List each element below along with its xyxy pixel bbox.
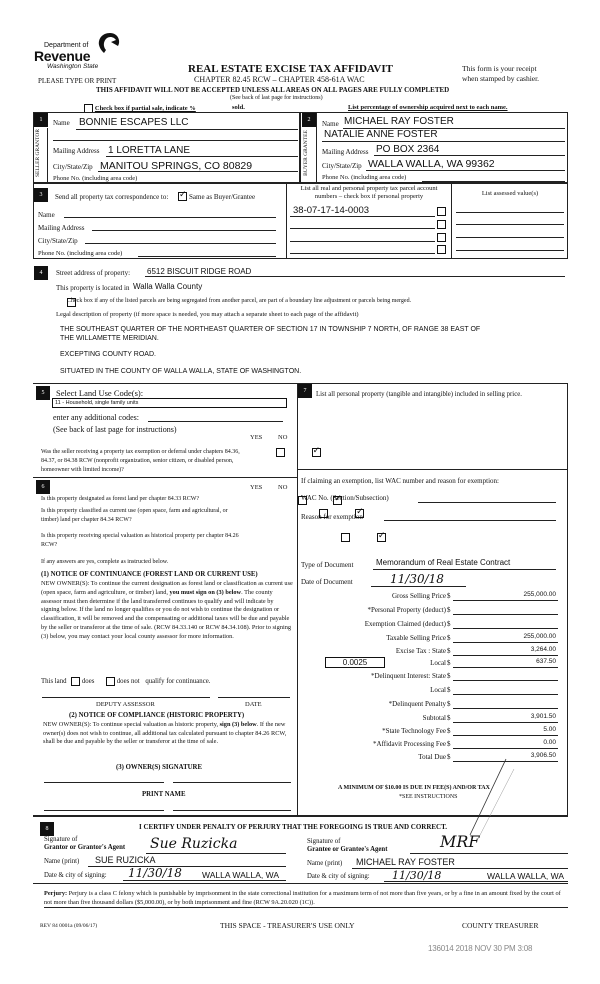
excise-tax-state[interactable]: 3,264.00	[530, 646, 556, 653]
buyer-mailing-label: Mailing Address	[322, 148, 369, 156]
buyer-name-label: Name	[322, 120, 339, 128]
reason-field[interactable]	[384, 520, 556, 521]
seller-phone-label: Phone No. (including area code)	[53, 175, 138, 182]
fee-row: 0.0025 Local $ 637.50	[300, 659, 570, 671]
personal-property-checkbox[interactable]	[437, 245, 446, 254]
if-yes-note: If any answers are yes, complete as instructed below.	[41, 559, 169, 565]
legal-desc-line-4[interactable]: SITUATED IN THE COUNTY OF WALLA WALLA, STATE OF WASHINGTON.	[60, 368, 302, 375]
land-use-value: 11 - Household, single family units	[55, 400, 139, 406]
county[interactable]: Walla Walla County	[133, 282, 203, 291]
same-as-buyer-checkbox[interactable]	[178, 192, 187, 201]
seller-mailing[interactable]: 1 LORETTA LANE	[108, 145, 191, 156]
grantee-date-label: Date & city of signing:	[307, 873, 370, 880]
owner-signature-label: (3) OWNER(S) SIGNATURE	[116, 764, 202, 771]
personal-property-checkbox[interactable]	[437, 233, 446, 242]
assessed-value-field[interactable]	[456, 224, 564, 225]
notice-continuance-title: (1) NOTICE OF CONTINUANCE (FOREST LAND OR CURRENT USE)	[41, 571, 258, 578]
grantor-name[interactable]: SUE RUZICKA	[95, 855, 156, 865]
buyer-name-1[interactable]: MICHAEL RAY FOSTER	[344, 116, 454, 127]
treasurer-space-label: THIS SPACE - TREASURER'S USE ONLY	[220, 921, 355, 930]
personal-property-checkbox[interactable]	[437, 220, 446, 229]
owner-signature-field-1[interactable]	[44, 782, 164, 783]
form-chapter: CHAPTER 82.45 RCW – CHAPTER 458-61A WAC	[194, 75, 365, 84]
parcel-number[interactable]: 38-07-17-14-0003	[293, 205, 370, 216]
doc-date-label: Date of Document	[301, 578, 353, 586]
fee-row: *Affidavit Processing Fee $ 0.00	[373, 739, 556, 748]
buyer-city-label: City/State/Zip	[322, 162, 362, 170]
logo-state: Washington State	[47, 63, 99, 70]
exemption-claim-label: If claiming an exemption, list WAC number and reason for exemption:	[301, 477, 499, 485]
fee-row: Local $	[300, 686, 570, 698]
see-instructions: *SEE INSTRUCTIONS	[399, 794, 458, 800]
grantor-sig-label: Signature of Grantor or Grantor's Agent	[44, 836, 126, 851]
notice-continuance-text: NEW OWNER(S): To continue the current designation as forest land or classification as current use (open space, farm and agriculture, or timber) land, you must sign on (3) below. The county assessor must then determine if the land transferred continues to qualify and will indicate by signing below. If the land no longer qualifies or you do not wish to continue the designation or classification, it will be removed and the compensating or additional taxes will be due and payable by the seller or transferor at the time of sale. (RCW 84.33.140 or RCW 84.34.108). Prior to signing (3) below, you may contact your local county assessor for more information.	[41, 580, 293, 640]
corr-phone-label: Phone No. (including area code)	[38, 250, 123, 257]
doc-type-label: Type of Document	[301, 561, 354, 569]
send-correspondence-label: Send all property tax correspondence to:	[55, 193, 169, 201]
fee-row: Total Due $ 3,906.50	[418, 752, 556, 761]
yes-header: YES	[250, 434, 263, 441]
notice-compliance-title: (2) NOTICE OF COMPLIANCE (HISTORIC PROPERTY)	[69, 712, 245, 719]
buyer-city[interactable]: WALLA WALLA, WA 99362	[368, 158, 495, 170]
fee-row: Taxable Selling Price $ 255,000.00	[386, 633, 556, 642]
doc-date[interactable]: 11/30/18	[390, 572, 444, 586]
please-type: PLEASE TYPE OR PRINT	[38, 77, 117, 85]
seller-name[interactable]: BONNIE ESCAPES LLC	[79, 117, 189, 128]
local-rate-box[interactable]: 0.0025	[325, 657, 385, 668]
print-name-field-2[interactable]	[173, 810, 291, 811]
seller-name-label: Name	[53, 119, 70, 127]
historic-yes-checkbox[interactable]	[341, 533, 350, 542]
assessed-value-field[interactable]	[456, 237, 564, 238]
section8-number: 8	[40, 822, 54, 836]
print-name-field-1[interactable]	[44, 810, 164, 811]
deputy-assessor-label: DEPUTY ASSESSOR	[96, 701, 155, 708]
grantee-date[interactable]: 11/30/18	[392, 869, 442, 882]
legal-desc-line-1[interactable]: THE SOUTHEAST QUARTER OF THE NORTHEAST QUARTER OF SECTION 17 IN TOWNSHIP 7 NORTH, OF RANGE 38 EAST OF	[60, 326, 481, 333]
gross-selling-price[interactable]: 255,000.00	[523, 591, 556, 598]
grantor-name-label: Name (print)	[44, 858, 80, 865]
seller-side-label-box	[34, 128, 48, 183]
fee-row: Gross Selling Price $ 255,000.00	[391, 591, 556, 600]
seller-city-label: City/State/Zip	[53, 163, 93, 171]
partial-sale-label: Check box if partial sale, indicate %	[94, 105, 196, 112]
grantor-city[interactable]: WALLA WALLA, WA	[202, 870, 279, 880]
form-warning: THIS AFFIDAVIT WILL NOT BE ACCEPTED UNLESS ALL AREAS ON ALL PAGES ARE FULLY COMPLETED	[96, 86, 450, 94]
land-use-select[interactable]	[52, 398, 287, 408]
deputy-assessor-sig-field[interactable]	[42, 697, 210, 698]
perjury-statement: Perjury: Perjury is a class C felony which is punishable by imprisonment in the state correctional institution for a maximum term of not more than five years, or by a fine in an amount fixed by the court of not more than five thousand dollars ($5,000.00), or by both imprisonment and fine (RCW 9A.20.020 (1C)).	[44, 889, 568, 908]
reason-label: Reason for exemption	[301, 513, 363, 521]
fee-row: *Delinquent Penalty $	[300, 700, 570, 712]
dor-logo	[34, 33, 124, 69]
receipt-note-2: when stamped by cashier.	[462, 74, 540, 83]
seller-mailing-label: Mailing Address	[53, 147, 100, 155]
seller-city[interactable]: MANITOU SPRINGS, CO 80829	[100, 160, 253, 172]
section5-see-back: (See back of last page for instructions)	[53, 425, 177, 434]
ownership-note: List percentage of ownership acquired next to each name.	[348, 104, 508, 111]
affidavit-processing-fee[interactable]: 0.00	[543, 739, 556, 746]
grantee-city[interactable]: WALLA WALLA, WA	[487, 871, 564, 881]
buyer-side-label: BUYER GRANTEE	[303, 130, 309, 176]
section1-number: 1	[34, 113, 48, 127]
grantee-signature[interactable]: MRF	[440, 832, 480, 851]
total-due[interactable]: 3,906.50	[530, 752, 556, 759]
section5-number: 5	[36, 386, 50, 400]
fee-row: *Delinquent Interest: State $	[300, 672, 570, 684]
excise-tax-local[interactable]: 637.50	[536, 658, 556, 665]
buyer-mailing[interactable]: PO BOX 2364	[376, 144, 440, 155]
street-label: Street address of property:	[56, 269, 131, 277]
located-label: This property is located in	[56, 284, 130, 292]
corr-city-label: City/State/Zip	[38, 237, 78, 245]
legal-desc-line-3[interactable]: EXCEPTING COUNTY ROAD.	[60, 351, 156, 358]
seller-side-label: SELLER GRANTOR	[35, 128, 41, 178]
grantee-sig-label: Signature of Grantee or Grantee's Agent	[307, 838, 388, 853]
buyer-phone-label: Phone No. (including area code)	[322, 174, 407, 181]
parcels-header: List all real and personal property tax parcel account numbers – check box if personal property	[300, 185, 438, 200]
corr-mailing-field[interactable]	[92, 230, 276, 231]
exemption-no-checkbox[interactable]	[312, 448, 321, 457]
legal-desc-line-2[interactable]: THE WILLAMETTE MERIDIAN.	[60, 335, 159, 342]
certify-statement: I CERTIFY UNDER PENALTY OF PERJURY THAT THE FOREGOING IS TRUE AND CORRECT.	[139, 823, 448, 831]
receipt-note-1: This form is your receipt	[462, 64, 537, 73]
notice-compliance-text: NEW OWNER(S): To continue special valuation as historic property, sign (3) below. If the new owner(s) does not wish to continue, all additional tax calculated pursuant to chapter 84.26 RCW, shall be due and payable by the seller or transferor at the time of sale.	[43, 721, 287, 745]
additional-codes-field[interactable]	[148, 421, 283, 422]
additional-codes-label: enter any additional codes:	[53, 413, 139, 422]
historic-no-checkbox[interactable]	[377, 533, 386, 542]
section2-number: 2	[302, 113, 316, 127]
current-use-question: Is this property classified as current use (open space, farm and agricultural, or timber) land per chapter 84.34 RCW?	[41, 508, 228, 523]
personal-property-label: List all personal property (tangible and intangible) included in selling price.	[316, 391, 522, 398]
buyer-side-label-box	[302, 128, 316, 183]
this-land-row: This land does does not qualify for continuance.	[41, 678, 211, 686]
corr-phone-field[interactable]	[138, 256, 276, 257]
fee-row: Subtotal $ 3,901.50	[422, 713, 556, 722]
does-checkbox[interactable]	[71, 677, 80, 686]
grantor-signature[interactable]: Sue Ruzicka	[150, 836, 238, 852]
corr-name-field[interactable]	[64, 217, 276, 218]
fee-row: Excise Tax : State $ 3,264.00	[395, 646, 556, 655]
exemption-yes-checkbox[interactable]	[276, 448, 285, 457]
section3-number: 3	[34, 188, 48, 202]
grantee-name-label: Name (print)	[307, 860, 343, 867]
corr-name-label: Name	[38, 211, 55, 219]
section6-number: 6	[36, 480, 50, 494]
buyer-name-2[interactable]: NATALIE ANNE FOSTER	[324, 129, 438, 140]
personal-property-checkbox[interactable]	[437, 207, 446, 216]
owner-signature-field-2[interactable]	[173, 782, 291, 783]
street-address[interactable]: 6512 BISCUIT RIDGE ROAD	[147, 267, 252, 276]
assessed-value-field[interactable]	[456, 212, 564, 213]
yes-header: YES	[250, 484, 263, 491]
sold-label: sold.	[232, 104, 245, 111]
same-as-buyer-label: Same as Buyer/Grantee	[189, 193, 256, 201]
grantee-name[interactable]: MICHAEL RAY FOSTER	[356, 857, 455, 867]
date-label: DATE	[245, 701, 262, 708]
section7-number: 7	[298, 384, 312, 398]
corr-mailing-label: Mailing Address	[38, 224, 85, 232]
see-back: (See back of last page for instructions)	[230, 95, 323, 101]
corr-city-field[interactable]	[85, 243, 276, 244]
fee-row: Exemption Claimed (deduct) $	[300, 620, 570, 632]
recording-stamp: 136014 2018 NOV 30 PM 3:08	[428, 944, 533, 953]
wac-field[interactable]	[418, 502, 556, 503]
wac-label: WAC No. (Section/Subsection)	[301, 494, 389, 502]
assessed-header: List assessed value(s)	[481, 190, 539, 197]
grantor-date[interactable]: 11/30/18	[128, 866, 182, 880]
no-header: NO	[278, 434, 288, 441]
print-name-label: PRINT NAME	[142, 791, 186, 798]
does-not-checkbox[interactable]	[106, 677, 115, 686]
logo-revenue: Revenue	[34, 48, 91, 64]
fee-row: *Personal Property (deduct) $	[300, 606, 570, 618]
subtotal[interactable]: 3,901.50	[530, 713, 556, 720]
section4-number: 4	[34, 266, 48, 280]
segregated-label: Check box if any of the listed parcels are being segregated from another parcel, are part of a boundary line adjustment or parcels being merged.	[67, 298, 412, 304]
form-title: REAL ESTATE EXCISE TAX AFFIDAVIT	[188, 63, 393, 75]
assessed-value-field[interactable]	[456, 250, 564, 251]
legal-desc-label: Legal description of property (if more space is needed, you may attach a separate sheet to each page of the affidavit)	[56, 311, 359, 318]
minimum-due-note: A MINIMUM OF $10.00 IS DUE IN FEE(S) AND/OR TAX	[338, 785, 490, 791]
doc-type[interactable]: Memorandum of Real Estate Contract	[376, 558, 511, 567]
logo-dept: Department of	[44, 42, 89, 49]
land-use-label: Select Land Use Code(s):	[56, 388, 144, 398]
exemption-question: Was the seller receiving a property tax exemption or deferral under chapters 84.36, 84.37, or 84.38 RCW (nonprofit organization, senior citizen, or disabled person, homeowner with limited income)?	[41, 449, 240, 473]
assessor-date-field[interactable]	[218, 697, 290, 698]
county-treasurer-label: COUNTY TREASURER	[462, 921, 539, 930]
grantor-date-label: Date & city of signing:	[44, 872, 107, 879]
revenue-swirl-icon	[96, 31, 124, 57]
historic-question: Is this property receiving special valuation as historical property per chapter 84.26 RCW?	[41, 533, 239, 548]
form-id: REV 84 0001a (09/06/17)	[40, 923, 98, 929]
taxable-selling-price[interactable]: 255,000.00	[523, 633, 556, 640]
state-technology-fee[interactable]: 5.00	[543, 726, 556, 733]
no-header: NO	[278, 484, 288, 491]
fee-row: *State Technology Fee $ 5.00	[382, 726, 556, 735]
forest-question: Is this property designated as forest land per chapter 84.33 RCW?	[41, 496, 200, 502]
